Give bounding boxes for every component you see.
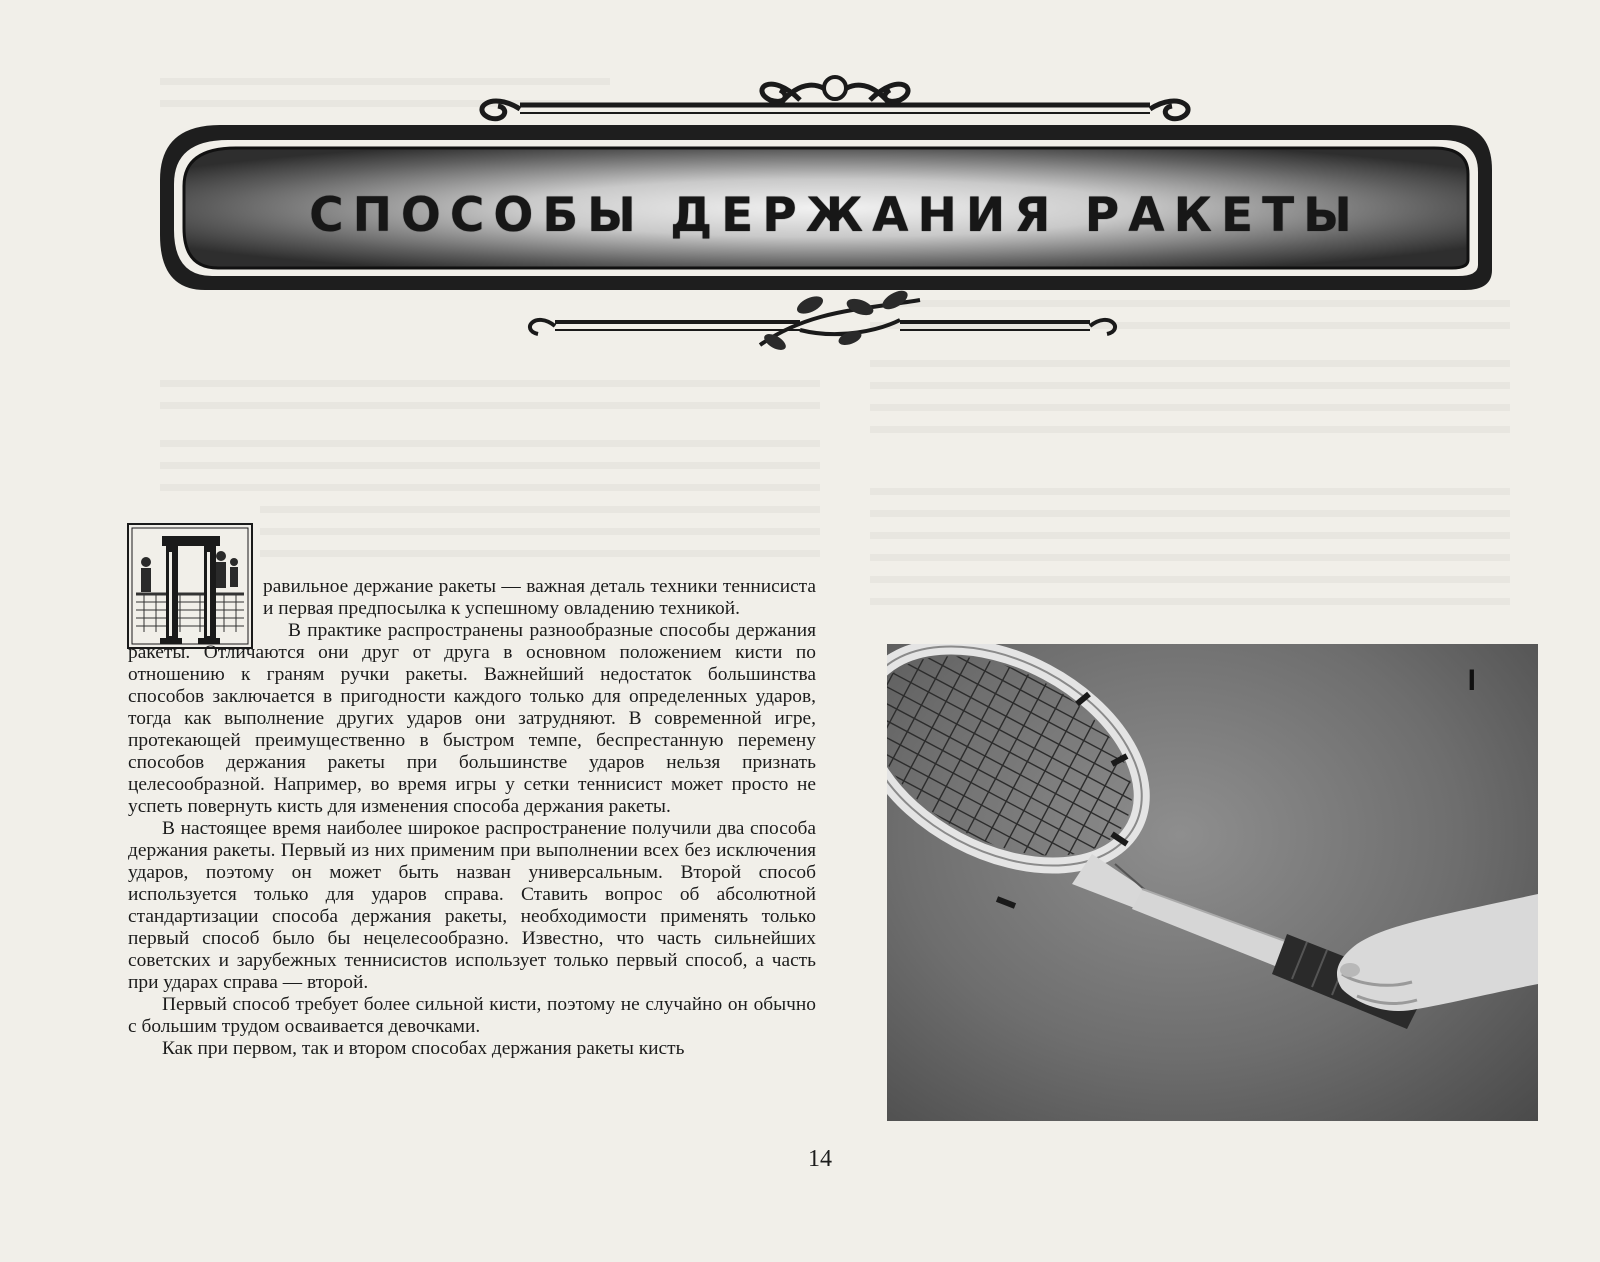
intro-text: держание ракеты — важная деталь техники теннисиста и первая предпосылка к успешному овладению техникой. [263,576,816,619]
bottom-vine-ornament [530,300,1115,345]
paragraph-3: В настоящее время наиболее широкое распространение получили два способа держания ракеты. Первый из них применим при выполнении всех без исключения ударов, поэтому он может быть назван универсальным. Второй способ используется только для ударов справа. Ставить вопрос об абсолютной стандартизации способа держания ракеты, необходимости применять только первый способ было бы нецелесообразно. Известно, что часть сильнейших советских и зарубежных теннисистов использует только первый способ, а часть при ударах справа — второй. [128,818,816,993]
photo-figure-number: I [1467,664,1476,697]
article-body [128,576,816,1060]
paragraph-2: В практике распространены разнообразные способы держания ракеты. Отличаются они друг от друга в основном положением кисти по отношению к граням ручки ракеты. Важнейший недостаток большинства способов заключается в пригодности каждого только для определенных ударов, тогда как выполнение других ударов они затрудняют. В современной игре, протекающей преимущественно в быстром темпе, беспрестанную перемену способов держания ракеты при большинстве ударов нельзя признать целесообразной. Например, во время игры у сетки теннисист может просто не успеть повернуть кисть для изменения способа держания ракеты. [128,620,816,817]
page-number: 14 [808,1146,832,1172]
intro-first-word: равильное [263,576,349,597]
paragraph-intro [263,576,816,620]
page-heading: СПОСОБЫ ДЕРЖАНИЯ РАКЕТЫ [309,187,1361,243]
tennis-racket-in-hand-icon [887,644,1538,1121]
racket-photo [887,644,1538,1121]
paragraph-4: Первый способ требует более сильной кисти, поэтому не случайно он обычно с большим трудом осваивается девочками. [128,994,816,1037]
paragraph-5: Как при первом, так и втором способах держания ракеты кисть [162,1038,685,1059]
